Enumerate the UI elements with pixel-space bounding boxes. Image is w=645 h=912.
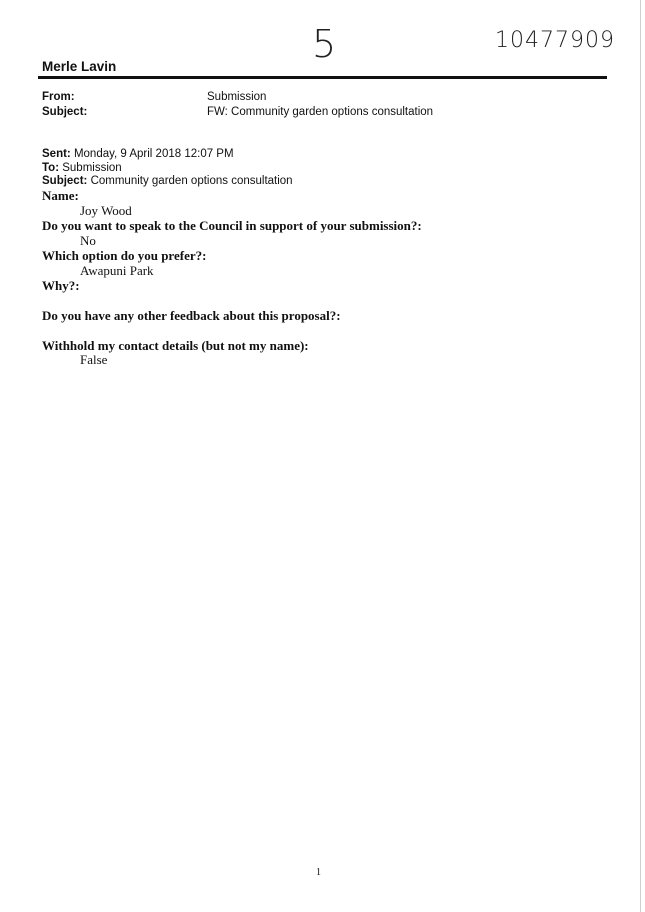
header-divider [38, 76, 607, 79]
question-feedback: Do you have any other feedback about this proposal?: [42, 308, 341, 323]
subject-value: FW: Community garden options consultation [207, 106, 434, 118]
answer-name: Joy Wood [80, 203, 132, 218]
page-number: 1 [316, 867, 321, 878]
from-label: From: [42, 91, 75, 103]
original-subject-label: Subject: [42, 175, 88, 187]
question-name: Name: [42, 188, 79, 203]
to-line [42, 162, 122, 174]
question-why: Why?: [42, 278, 80, 293]
sent-line [42, 148, 234, 160]
question-withhold: Withhold my contact details (but not my name): [42, 338, 309, 353]
subject-label: Subject: [42, 106, 88, 118]
answer-option: Awapuni Park [80, 263, 154, 278]
sent-label: Sent: [42, 148, 71, 160]
question-speak: Do you want to speak to the Council in support of your submission?: [42, 218, 422, 233]
from-value: Submission [207, 91, 267, 103]
question-option: Which option do you prefer?: [42, 248, 207, 263]
scan-edge-line [640, 0, 641, 912]
answer-speak: No [80, 233, 96, 248]
handwritten-reference-number: 10477909 [495, 28, 615, 53]
answer-withhold: False [80, 352, 108, 367]
to-label: To: [42, 162, 60, 174]
original-subject-value: Community garden options consultation [87, 175, 293, 187]
handwritten-page-mark: 5 [312, 22, 337, 66]
mailbox-owner-name: Merle Lavin [42, 59, 117, 74]
original-subject-line [42, 175, 293, 187]
to-value: Submission [59, 162, 122, 174]
sent-value: Monday, 9 April 2018 12:07 PM [70, 148, 234, 160]
